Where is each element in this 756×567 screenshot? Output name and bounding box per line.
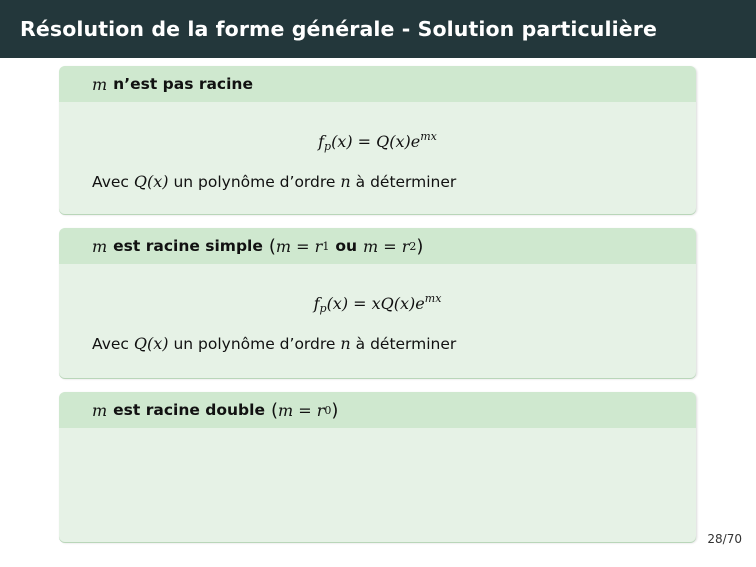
slide-header	[0, 0, 756, 58]
block-title-text: n’est pas racine	[113, 75, 253, 93]
math-m: m	[92, 400, 108, 420]
block-title: m est racine simple ( m = r 1 ou m = r 2 )	[59, 228, 696, 264]
formula: $f_p(x) = Q(x)e^{mx}$	[318, 130, 437, 153]
block-title-or: ou	[335, 237, 357, 255]
block-title-text: est racine double	[113, 401, 265, 419]
page-number: 28/70	[707, 532, 742, 546]
block-title	[59, 66, 696, 102]
block-title-text: est racine simple	[113, 237, 263, 255]
block-m-not-root	[59, 66, 696, 214]
block-title: m est racine double ( m = r 0 )	[59, 392, 696, 428]
block-note: Avec Q(x) un polynôme d’ordre n à déterminer	[92, 334, 457, 353]
block-m-double-root	[59, 392, 696, 542]
formula: $f_p(x) = xQ(x)e^{mx}$	[313, 292, 442, 315]
math-m: m	[92, 74, 108, 94]
slide-title: Résolution de la forme générale - Solution particulière	[20, 17, 657, 41]
block-note: Avec Q(x) un polynôme d’ordre n à déterminer	[92, 172, 457, 191]
block-m-simple-root	[59, 228, 696, 378]
math-m: m	[92, 236, 108, 256]
